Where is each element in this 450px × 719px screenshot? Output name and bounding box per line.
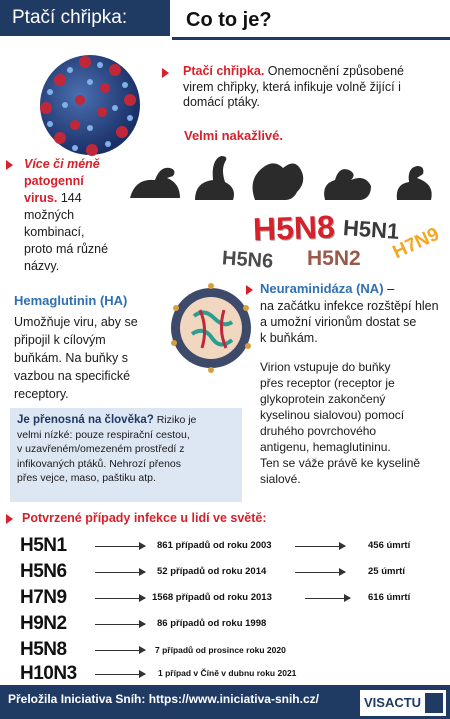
- intro-line3: domácí ptáky.: [183, 95, 260, 109]
- na-text: [260, 298, 448, 346]
- arrow-icon: [295, 546, 345, 547]
- case-count: 86 případů od roku 1998: [157, 618, 267, 629]
- intro-lead: Ptačí chřipka.: [183, 64, 265, 78]
- cases-table: [0, 535, 450, 683]
- bullet-arrow-icon: [6, 514, 13, 524]
- na-l2: a umožní virionům dostat se: [260, 315, 417, 329]
- na-p1: Virion vstupuje do buňky: [260, 360, 391, 374]
- strain-tag: H5N8: [252, 208, 336, 248]
- case-strain: H9N2: [20, 613, 67, 634]
- arrow-icon: [95, 546, 145, 547]
- patogen-l2: patogenní: [24, 174, 84, 188]
- bird-silhouettes: [125, 148, 445, 208]
- arrow-icon: [95, 674, 145, 675]
- bullet-arrow-icon: [6, 160, 13, 170]
- transmission-q2: Riziko je: [153, 414, 197, 426]
- na-l3: k buňkám.: [260, 331, 318, 345]
- footer-credit[interactable]: Přeložila Iniciativa Sníh: https://www.iniciativa-snih.cz/: [8, 692, 319, 706]
- na-p5: druhého povrchového: [260, 424, 377, 438]
- ha-l4: vazbou na specifické: [14, 369, 131, 383]
- logo-text: VISACTU: [364, 695, 422, 710]
- strain-tag: H5N6: [221, 247, 274, 273]
- case-count: 1568 případů od roku 2013: [152, 592, 272, 603]
- case-strain: H5N8: [20, 639, 67, 660]
- patogen-l5: kombinací,: [24, 225, 85, 239]
- patogen-l4: možných: [24, 208, 75, 222]
- case-count: 7 případů od prosince roku 2020: [155, 645, 286, 655]
- case-strain: H5N6: [20, 561, 67, 582]
- virion-cross-section: [166, 278, 256, 378]
- header-left-title: Ptačí chřipka:: [0, 0, 170, 36]
- arrow-icon: [95, 572, 145, 573]
- na-p2: přes receptor (receptor je: [260, 376, 395, 390]
- intro-line2: virem chřipky, která infikuje volně žijící i: [183, 79, 401, 94]
- case-deaths: 616 úmrtí: [368, 592, 411, 603]
- ha-text: [14, 313, 179, 403]
- arrow-icon: [305, 598, 350, 599]
- case-strain: H10N3: [20, 663, 77, 684]
- transmission-l4: přes vejce, maso, paštiku atp.: [17, 472, 156, 484]
- na-p8: sialové.: [260, 472, 301, 486]
- strain-tag: H5N2: [307, 247, 361, 270]
- strain-tag: H7N9: [389, 223, 443, 264]
- na-p6: antigenu, hemaglutininu.: [260, 440, 391, 454]
- case-count: 861 případů od roku 2003: [157, 540, 272, 551]
- na-paragraph: [260, 359, 448, 487]
- transmission-box: [10, 408, 242, 502]
- case-count: 52 případů od roku 2014: [157, 566, 267, 577]
- na-l1: na začátku infekce rozštěpí hlen: [260, 299, 439, 313]
- strain-tag: H5N1: [342, 215, 401, 244]
- case-deaths: 25 úmrtí: [368, 566, 405, 577]
- arrow-icon: [295, 572, 345, 573]
- arrow-icon: [95, 650, 145, 651]
- na-dash: –: [383, 281, 395, 296]
- transmission-question: Je přenosná na člověka?: [17, 414, 154, 426]
- patogen-l6: proto má různé: [24, 242, 109, 256]
- bullet-arrow-icon: [246, 285, 253, 295]
- ha-l5: receptory.: [14, 387, 69, 401]
- case-strain: H5N1: [20, 535, 67, 556]
- transmission-l1: velmi nízké: pouze respirační cestou,: [17, 428, 190, 441]
- ha-l1: Umožňuje viru, aby se: [14, 315, 138, 329]
- na-p3: glykoprotein zakončený: [260, 392, 386, 406]
- na-title-line: [260, 281, 394, 296]
- visactu-logo: [360, 690, 446, 716]
- arrow-icon: [95, 598, 145, 599]
- patogen-l3: virus.: [24, 191, 58, 205]
- transmission-l2: v uzavřeném/omezeném prostředí z: [17, 443, 185, 455]
- logo-mark-icon: [425, 693, 443, 713]
- intro-line1: Onemocnění způsobené: [264, 64, 404, 78]
- na-title: Neuraminidáza (NA): [260, 281, 384, 296]
- bullet-arrow-icon: [162, 68, 169, 78]
- transmission-l3: infikovaných ptáků. Nehrozí přenos: [17, 457, 182, 470]
- ha-l3: buňkám. Na buňky s: [14, 351, 128, 365]
- case-strain: H7N9: [20, 587, 67, 608]
- patogen-l7: názvy.: [24, 259, 60, 273]
- contagious-note: Velmi nakažlivé.: [184, 128, 284, 143]
- na-p4: kyselinou sialovou) pomocí: [260, 408, 405, 422]
- na-p7: Ten se váže právě ke kyselině: [260, 456, 421, 470]
- patogen-l3b: 144: [57, 191, 82, 205]
- ha-l2: připojil k cílovým: [14, 333, 106, 347]
- arrow-icon: [95, 624, 145, 625]
- ha-title: Hemaglutinin (HA): [14, 293, 128, 308]
- case-deaths: 456 úmrtí: [368, 540, 411, 551]
- case-count: 1 případ v Číně v dubnu roku 2021: [158, 668, 297, 678]
- cases-title: Potvrzené případy infekce u lidí ve světě:: [22, 511, 267, 525]
- patogen-l1: Více či méně: [24, 157, 100, 171]
- intro-text: [183, 64, 445, 111]
- header-right-title: Co to je?: [172, 0, 450, 40]
